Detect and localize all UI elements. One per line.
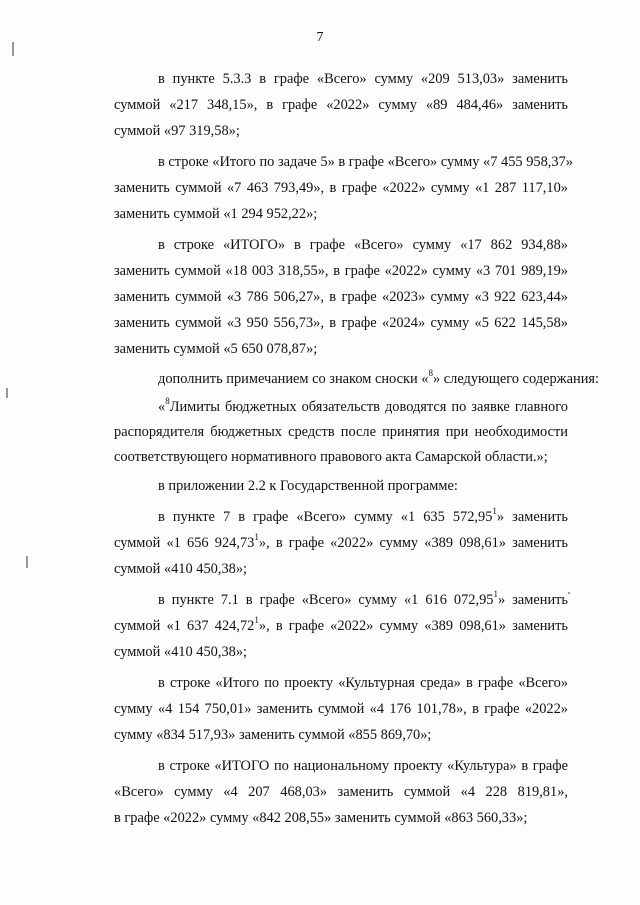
text-line: в приложении 2.2 к Государственной программе: [158,478,458,494]
text-line: заменить суммой «5 650 078,87»; [114,341,318,357]
text-line: в пункте 5.3.3 в графе «Всего» сумму «209 513,03» заменить [158,71,568,87]
text-line: суммой «410 450,38»; [114,561,248,577]
paragraph [72,395,568,470]
scan-mark [26,556,28,568]
paragraph [72,66,568,144]
footnote-mark: 1 [493,589,498,600]
page-number: 7 [316,30,324,45]
footnote-mark: 1 [254,615,259,626]
text-line: заменить суммой «1 294 952,22»; [114,206,318,222]
text-line: распорядителя бюджетных средств после принятия при необходимости [114,424,568,440]
paragraph [72,504,568,582]
paragraph [72,367,600,392]
paragraph [72,670,568,748]
footnote-mark: 8 [428,368,433,379]
paragraph [72,149,573,227]
scan-mark [568,592,570,594]
text-line: в пункте 7.1 в графе «Всего» сумму «1 616 072,95$^1$» заменить [158,589,568,608]
footnote-mark: 8 [165,396,170,407]
text-line: в строке «ИТОГО» в графе «Всего» сумму «17 862 934,88» [158,237,568,253]
text-line: суммой «1 656 924,73$^1$», в графе «2022» сумму «389 098,61» заменить [114,532,568,551]
text-line: сумму «834 517,93» заменить суммой «855 869,70»; [114,727,432,743]
text-line: суммой «410 450,38»; [114,644,248,660]
text-line: заменить суммой «18 003 318,55», в графе «2022» сумму «3 701 989,19» [114,263,568,279]
text-line: в строке «Итого по проекту «Культурная среда» в графе «Всего» [158,675,568,691]
paragraph [72,473,568,499]
text-line: заменить суммой «7 463 793,49», в графе «2022» сумму «1 287 117,10» [114,180,568,196]
scan-mark [6,388,8,398]
text-line: в строке «Итого по задаче 5» в графе «Всего» сумму «7 455 958,37» [158,154,573,170]
text-line: «Всего» сумму «4 207 468,03» заменить суммой «4 228 819,81», [114,784,568,800]
text-line: суммой «97 319,58»; [114,123,240,139]
text-line: сумму «4 154 750,01» заменить суммой «4 176 101,78», в графе «2022» [114,701,568,717]
paragraph [72,232,568,362]
text-line: «$^8$Лимиты бюджетных обязательств доводятся по заявке главного [158,396,568,415]
text-line: в пункте 7 в графе «Всего» сумму «1 635 572,95$^1$» заменить [158,506,568,525]
text-line: заменить суммой «3 950 556,73», в графе «2024» сумму «5 622 145,58» [114,315,568,331]
text-line: суммой «1 637 424,72$^1$», в графе «2022» сумму «389 098,61» заменить [114,615,568,634]
text-line: дополнить примечанием со знаком сноски «$^8$» следующего содержания: [158,368,600,387]
paragraph [72,587,568,665]
paragraph [72,753,568,831]
text-line: в строке «ИТОГО по национальному проекту «Культура» в графе [158,758,568,774]
text-line: соответствующего нормативного правового акта Самарской области.»; [114,449,548,465]
text-line: суммой «217 348,15», в графе «2022» сумму «89 484,46» заменить [114,97,568,113]
scan-mark [12,42,14,56]
footnote-mark: 1 [492,506,497,517]
text-line: в графе «2022» сумму «842 208,55» заменить суммой «863 560,33»; [114,810,528,826]
document-body [72,66,600,836]
text-line: заменить суммой «3 786 506,27», в графе «2023» сумму «3 922 623,44» [114,289,568,305]
footnote-mark: 1 [254,532,259,543]
